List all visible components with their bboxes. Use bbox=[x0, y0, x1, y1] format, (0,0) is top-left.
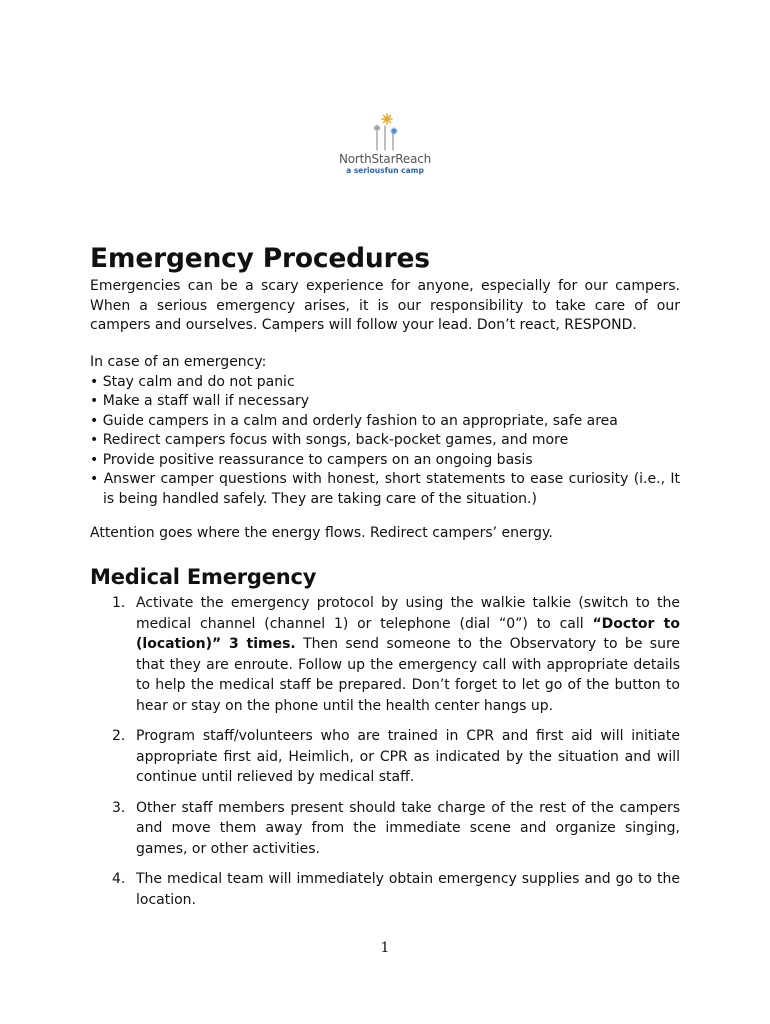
page-title: Emergency Procedures bbox=[90, 243, 430, 274]
emergency-list bbox=[90, 353, 680, 509]
bullet-list bbox=[90, 373, 680, 510]
step-text: Other staff members present should take charge of the rest of the campers and move them away from the immediate scene and organize singing, games, or other activities. bbox=[136, 799, 680, 857]
intro-paragraph bbox=[90, 277, 680, 336]
list-item: • Provide positive reassurance to campers on an ongoing basis bbox=[90, 451, 533, 468]
step-number: 1. bbox=[112, 595, 126, 611]
medical-heading: Medical Emergency bbox=[90, 565, 317, 589]
list-item: • Redirect campers focus with songs, back-pocket games, and more bbox=[90, 432, 569, 448]
list-item bbox=[90, 869, 680, 910]
attention-paragraph bbox=[90, 524, 680, 544]
stars-logo-icon bbox=[363, 112, 407, 152]
logo-brand: NorthStarReach bbox=[338, 152, 432, 166]
step-text: Program staff/volunteers who are trained in CPR and first aid will initiate appropriate first aid, Heimlich, or CPR as indicated by the situation and will continue until relieved by medical staff. bbox=[136, 728, 680, 785]
step-emphasis: “Doctor to (location)” 3 times. bbox=[136, 615, 680, 652]
list-item: • Make a staff wall if necessary bbox=[90, 393, 310, 409]
list-item bbox=[90, 798, 680, 860]
list-item: • Answer camper questions with honest, short statements to ease curiosity (i.e., It is being handled safely. They are taking care of the situation.) bbox=[90, 471, 680, 507]
medical-steps bbox=[90, 593, 680, 920]
intro-text: Emergencies can be a scary experience for anyone, especially for our campers. When a serious emergency arises, it is our responsibility to take care of our campers and ourselves. Campers will follow your lead. Don’t react, RESPOND. bbox=[90, 278, 680, 333]
list-item bbox=[90, 726, 680, 788]
step-text: The medical team will immediately obtain emergency supplies and go to the location. bbox=[136, 871, 680, 908]
step-number: 3. bbox=[112, 799, 126, 816]
step-text: Activate the emergency protocol by using the walkie talkie (switch to the medical channel (channel 1) or telephone (dial “0”) to call bbox=[136, 595, 680, 632]
emergency-lead: In case of an emergency: bbox=[90, 354, 267, 370]
list-item bbox=[90, 593, 680, 716]
step-number: 2. bbox=[112, 728, 126, 744]
step-number: 4. bbox=[112, 871, 126, 887]
page-number: 1 bbox=[380, 940, 390, 956]
step-text-continued: Then send someone to the Observatory to be sure that they are enroute. Follow up the emergency call with appropriate details to help the medical staff be prepared. Don’t forget to let go of the button to hear or stay on the phone until the health center hangs up. bbox=[136, 636, 681, 714]
attention-text: Attention goes where the energy flows. Redirect campers’ energy. bbox=[90, 525, 553, 541]
list-item: • Guide campers in a calm and orderly fashion to an appropriate, safe area bbox=[90, 412, 618, 429]
list-item: • Stay calm and do not panic bbox=[90, 373, 295, 390]
camp-logo bbox=[330, 112, 440, 188]
logo-tagline: a seriousfun camp bbox=[346, 166, 424, 175]
